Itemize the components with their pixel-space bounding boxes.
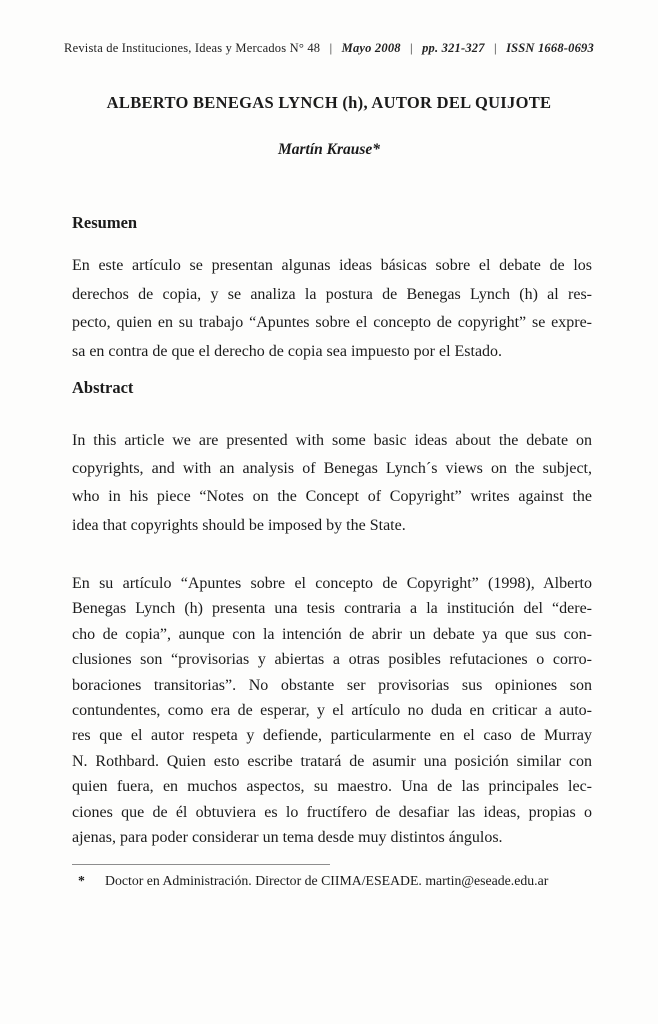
text-line: In this article we are presented with some basic ideas about the debate on <box>72 432 592 449</box>
text-line: cho de copia”, aunque con la intención de abrir un debate ya que sus con- <box>72 625 592 643</box>
text-line: idea that copyrights should be imposed by the State. <box>72 516 406 534</box>
abstract-paragraph <box>72 427 592 540</box>
resumen-heading: Resumen <box>72 213 138 232</box>
page-range: pp. 321-327 <box>422 41 485 55</box>
text-line: Benegas Lynch (h) presenta una tesis contraria a la institución del “dere- <box>72 600 592 618</box>
text-line: copyrights, and with an analysis of Benegas Lynch´s views on the subject, <box>72 460 592 478</box>
footnote <box>78 873 590 889</box>
issue-date: Mayo 2008 <box>341 41 401 55</box>
footnote-marker: * <box>78 873 85 888</box>
header-separator: | <box>329 41 333 55</box>
text-line: ciones que de él obtuviera es lo fructífero de desafiar las ideas, propias o <box>72 803 592 821</box>
issn-number: ISSN 1668-0693 <box>506 41 594 55</box>
text-line: quien fuera, en muchos aspectos, su maestro. Una de las principales lec- <box>72 778 592 796</box>
header-separator: | <box>494 41 497 55</box>
text-line: ajenas, para poder considerar un tema desde muy distintos ángulos. <box>72 829 503 847</box>
article-title: ALBERTO BENEGAS LYNCH (h), AUTOR DEL QUIJOTE <box>106 93 552 112</box>
footnote-separator-rule <box>72 864 330 865</box>
text-line: En este artículo se presentan algunas ideas básicas sobre el debate de los <box>72 257 592 274</box>
text-line: res que el autor respeta y defiende, particularmente en el caso de Murray <box>72 727 592 745</box>
abstract-heading: Abstract <box>72 378 134 397</box>
resumen-paragraph <box>72 252 592 366</box>
text-line: derechos de copia, y se analiza la postura de Benegas Lynch (h) al res- <box>72 285 592 303</box>
journal-header <box>0 41 658 56</box>
text-line: En su artículo “Apuntes sobre el concepto de Copyright” (1998), Alberto <box>72 575 592 592</box>
article-author: Martín Krause* <box>277 141 381 158</box>
journal-name: Revista de Instituciones, Ideas y Mercados N° 48 <box>64 41 321 55</box>
text-line: boraciones transitorias”. No obstante ser provisorias sus opiniones son <box>72 676 592 694</box>
text-line: who in his piece “Notes on the Concept of Copyright” writes against the <box>72 488 592 506</box>
header-separator: | <box>410 41 413 55</box>
body-paragraph <box>72 571 592 850</box>
text-line: sa en contra de que el derecho de copia sea impuesto por el Estado. <box>72 342 503 360</box>
text-line: N. Rothbard. Quien esto escribe tratará de asumir una posición similar con <box>72 752 592 770</box>
text-line: contundentes, como era de esperar, y el artículo no duda en criticar a auto- <box>72 702 592 720</box>
footnote-text: Doctor en Administración. Director de CIIMA/ESEADE. martin@eseade.edu.ar <box>105 873 549 888</box>
text-line: clusiones son “provisorias y abiertas a otras posibles refutaciones o corro- <box>72 651 592 669</box>
text-line: pecto, quien en su trabajo “Apuntes sobre el concepto de copyright” se expre- <box>72 314 592 332</box>
